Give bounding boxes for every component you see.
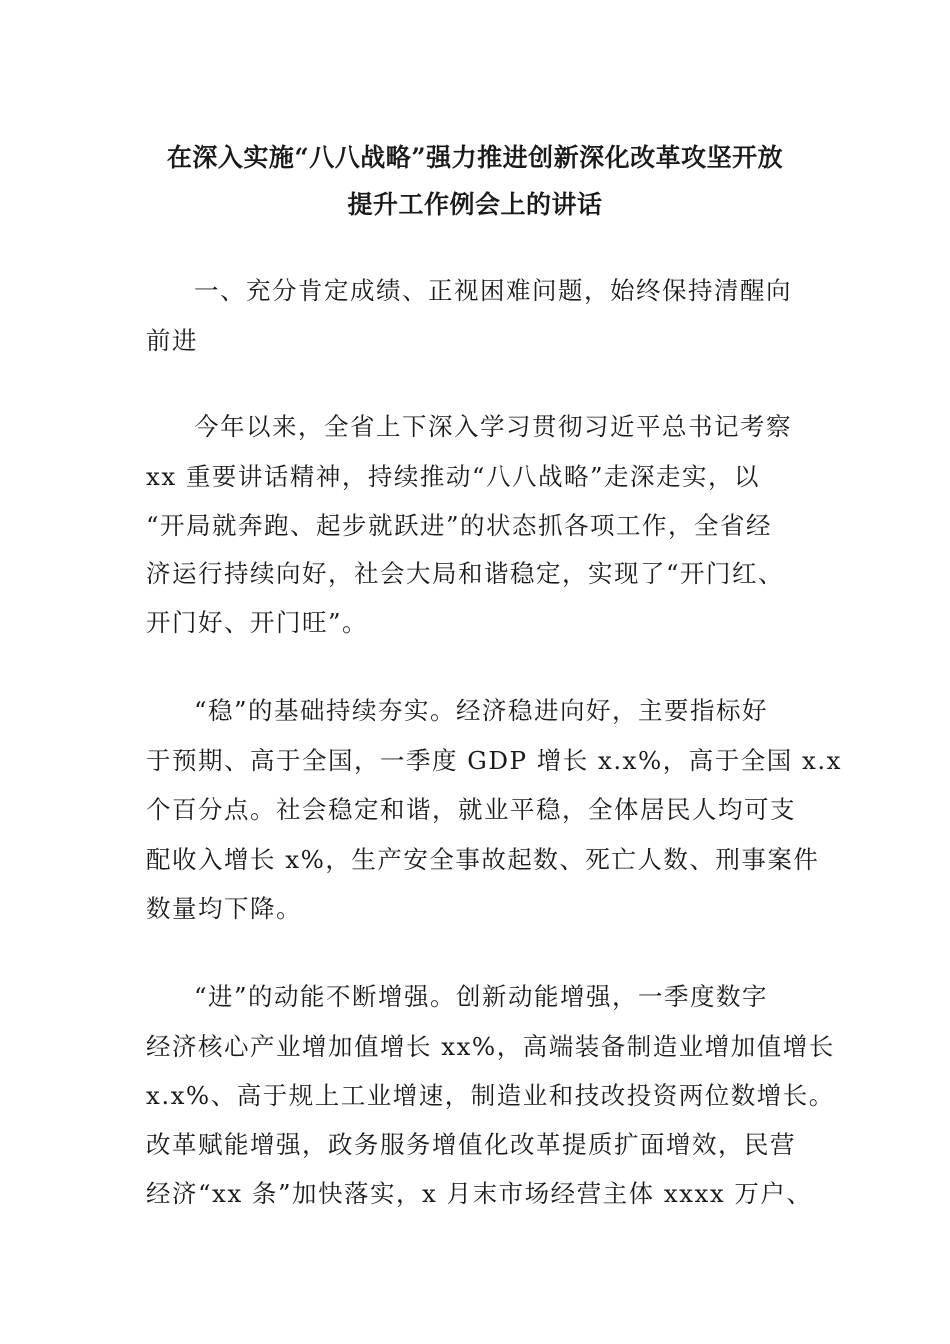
paragraph-line: xx 重要讲话精神，持续推动“八八战略”走深走实，以 [146,462,760,491]
paragraph-line: 济运行持续向好，社会大局和谐稳定，实现了“开门红、 [146,559,785,588]
paragraph-line: 配收入增长 x%，生产安全事故起数、死亡人数、刑事案件 [146,845,820,874]
paragraph-line: 今年以来，全省上下深入学习贯彻习近平总书记考察 [194,412,792,441]
paragraph-line: “开局就奔跑、起步就跃进”的状态抓各项工作，全省经 [146,511,773,540]
paragraph-line: 个百分点。社会稳定和谐，就业平稳，全体居民人均可支 [146,795,796,824]
paragraph-line: 经济“xx 条”加快落实，x 月末市场经营主体 xxxx 万户、 [146,1179,813,1208]
paragraph-line: 经济核心产业增加值增长 xx%，高端装备制造业增加值增长 [146,1032,835,1061]
paragraph-line: “稳”的基础持续夯实。经济稳进向好，主要指标好 [194,696,769,725]
paragraph-line: x.x%、高于规上工业增速，制造业和技改投资两位数增长。 [146,1081,835,1110]
paragraph-line: “进”的动能不断增强。创新动能增强，一季度数字 [194,982,769,1011]
section-heading-line: 前进 [146,326,198,355]
paragraph-line: 开门好、开门旺”。 [146,608,369,637]
document-title-line-2: 提升工作例会上的讲话 [347,190,603,219]
paragraph-line: 改革赋能增强，政务服务增值化改革提质扩面增效，民营 [146,1130,796,1159]
paragraph-line: 于预期、高于全国，一季度 GDP 增长 x.x%，高于全国 x.x [146,746,842,775]
paragraph-line: 数量均下降。 [146,894,302,923]
section-heading-line: 一、充分肯定成绩、正视困难问题，始终保持清醒向 [194,276,792,305]
document-title-line-1: 在深入实施“八八战略”强力推进创新深化改革攻坚开放 [166,143,784,172]
